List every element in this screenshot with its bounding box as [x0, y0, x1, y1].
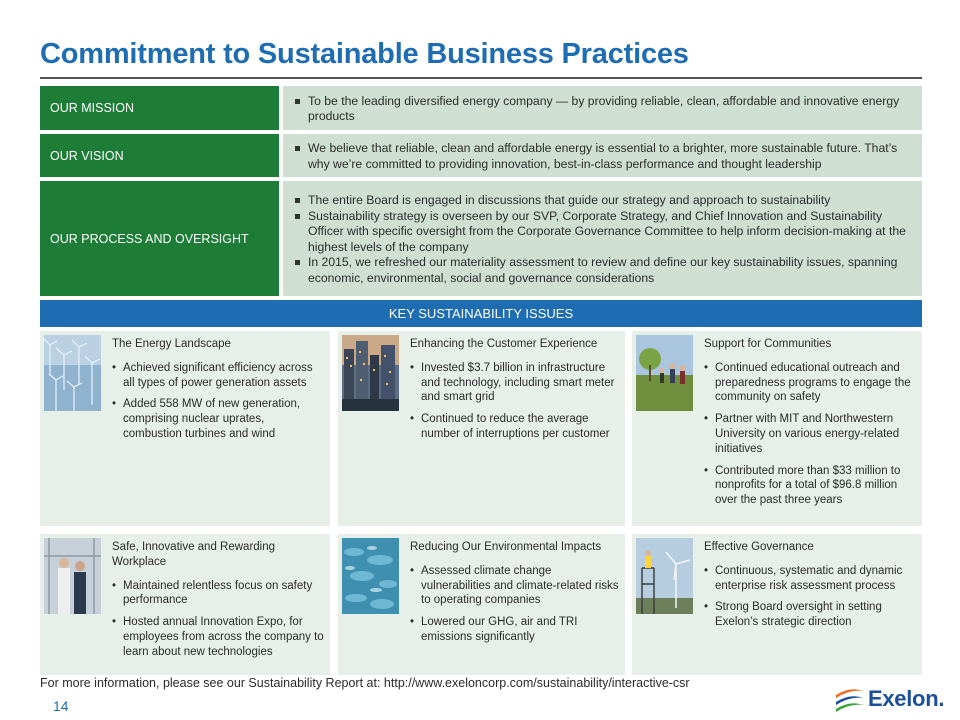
issue-card-bullet: • Contributed more than $33 million to nonprofits for a total of $96.8 million over the past three years — [704, 464, 918, 508]
exelon-logo-mark-icon — [834, 686, 866, 714]
issue-card-customer-experience — [338, 331, 625, 526]
statement-row-process — [40, 181, 922, 296]
issue-card-bullet: • Achieved significant efficiency across all types of power generation assets — [112, 361, 326, 391]
issue-card-energy-landscape — [40, 331, 330, 526]
exelon-logo — [834, 684, 950, 714]
issue-card-title: Support for Communities — [704, 338, 832, 350]
issue-card-title: Effective Governance — [704, 541, 814, 553]
workers-in-plant-photo-icon — [44, 538, 101, 614]
issue-card-bullet: • Hosted annual Innovation Expo, for employees from across the company to learn about new technologies — [112, 615, 326, 659]
issue-card-bullet: • Assessed climate change vulnerabilities and climate-related risks to operating companies — [410, 564, 621, 608]
statement-label: OUR MISSION — [40, 86, 279, 130]
logo-wordmark: Exelon. — [868, 686, 945, 711]
statement-bullet: To be the leading diversified energy company — by providing reliable, clean, affordable and innovative energy products — [291, 94, 912, 125]
page-number: 14 — [53, 698, 69, 714]
issue-card-title: Reducing Our Environmental Impacts — [410, 541, 602, 553]
issue-card-title: Enhancing the Customer Experience — [410, 338, 598, 350]
issue-card-title: Safe, Innovative and Rewarding Workplace — [112, 541, 276, 568]
community-planting-photo-icon — [636, 335, 693, 411]
issue-card-communities — [632, 331, 922, 526]
statement-bullet: We believe that reliable, clean and affordable energy is essential to a brighter, more sustainable future. That’s why we’re committed to providing innovation, best-in-class performance and thought leadership — [291, 141, 912, 172]
turbine-technician-photo-icon — [636, 538, 693, 614]
key-issues-header: KEY SUSTAINABILITY ISSUES — [40, 300, 922, 327]
statement-row-mission — [40, 86, 922, 130]
issue-card-bullet: • Added 558 MW of new generation, comprising nuclear uprates, combustion turbines and wind — [112, 397, 326, 441]
title-divider — [40, 77, 922, 79]
issue-card-bullet: • Invested $3.7 billion in infrastructure and technology, including smart meter and smart grid — [410, 361, 621, 405]
issue-card-governance — [632, 534, 922, 675]
statement-row-vision — [40, 134, 922, 177]
issue-card-bullet: • Lowered our GHG, air and TRI emissions significantly — [410, 615, 621, 645]
issue-card-bullet: • Continued to reduce the average number of interruptions per customer — [410, 412, 621, 442]
statement-label: OUR VISION — [40, 134, 279, 177]
city-skyline-photo-icon — [342, 335, 399, 411]
statement-label: OUR PROCESS AND OVERSIGHT — [40, 181, 279, 296]
statement-body — [283, 134, 922, 177]
issue-card-bullet: • Maintained relentless focus on safety performance — [112, 579, 326, 609]
statement-body — [283, 181, 922, 296]
issue-card-bullet: • Strong Board oversight in setting Exelon’s strategic direction — [704, 600, 918, 630]
statement-bullet: In 2015, we refreshed our materiality assessment to review and define our key sustainability issues, spanning economic, environmental, social and governance considerations — [291, 255, 912, 286]
footer-note: For more information, please see our Sustainability Report at: http://www.exeloncorp.com/sustainability/interactive-csr — [40, 676, 690, 690]
issue-card-bullet: • Partner with MIT and Northwestern University on various energy-related initiatives — [704, 412, 918, 456]
water-surface-photo-icon — [342, 538, 399, 614]
issue-card-title: The Energy Landscape — [112, 338, 231, 350]
wind-turbine-field-photo-icon — [44, 335, 101, 411]
slide-title: Commitment to Sustainable Business Practices — [40, 38, 689, 70]
issue-card-bullet: • Continued educational outreach and preparedness programs to engage the community on safety — [704, 361, 918, 405]
statement-body — [283, 86, 922, 130]
statement-bullet: Sustainability strategy is overseen by our SVP, Corporate Strategy, and Chief Innovation and Sustainability Officer with specific oversight from the Corporate Governance Committee to help inform decision-making at the highest levels of the company — [291, 209, 912, 256]
statement-bullet: The entire Board is engaged in discussions that guide our strategy and approach to sustainability — [291, 193, 912, 209]
issue-card-bullet: • Continuous, systematic and dynamic enterprise risk assessment process — [704, 564, 918, 594]
issue-card-environmental-impacts — [338, 534, 625, 675]
issue-card-workplace — [40, 534, 330, 675]
